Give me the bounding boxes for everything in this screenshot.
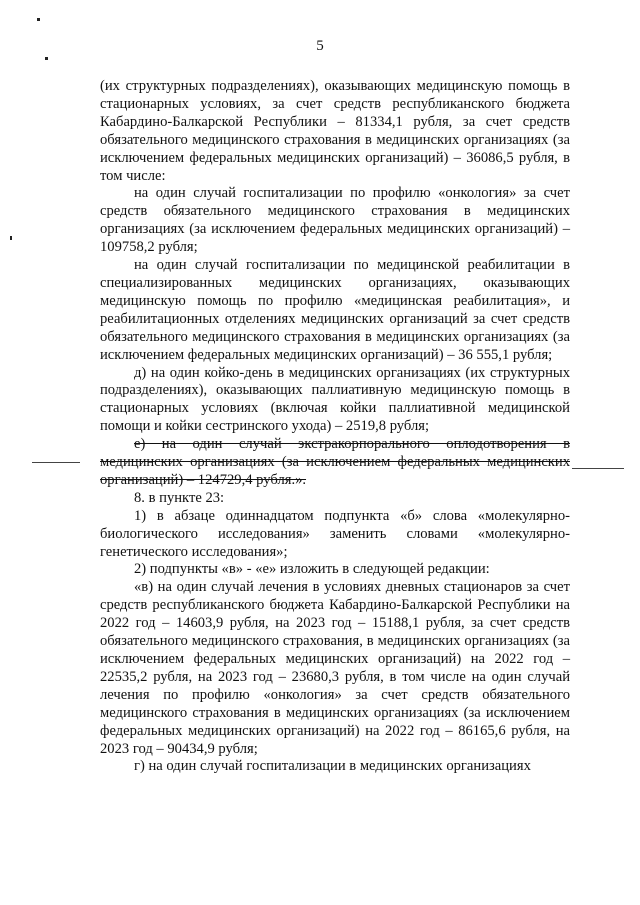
paragraph-ivf: е) на один случай экстракорпорального оплодотворения в медицинских организациях (за исключением федеральных медицинских организаций) – 124729,4 рубля.». — [100, 436, 570, 488]
paragraph-item-8: 8. в пункте 23: — [134, 489, 225, 506]
paragraph-rehabilitation: на один случай госпитализации по медицинской реабилитации в специализированных медицинских организациях, оказывающих медицинскую помощь по профилю «медицинская реабилитация», и реабилитационных отделениях медицинских организаций за счет средств обязательного медицинского страхования в медицинских организациях (за исключением федеральных медицинских организаций) – 36 555,1 рубля; — [100, 257, 570, 363]
paragraph-palliative: д) на один койко-день в медицинских организациях (их структурных подразделениях), оказывающих паллиативную медицинскую помощь в стационарных условиях (включая койки паллиативной медицинской помощи и койки сестринского ухода) – 2519,8 рубля; — [100, 364, 570, 435]
document-body — [100, 78, 570, 776]
page-number: 5 — [316, 38, 324, 54]
paragraph-day-hospital: «в) на один случай лечения в условиях дневных стационаров за счет средств республиканского бюджета Кабардино-Балкарской Республики на 2022 год – 14603,9 рубля, на 2023 год – 15188,1 рубля, за счет средств обязательного медицинского страхования, в медицинских организациях (за исключением федеральных медицинских организаций) на 2022 год – 22535,2 рубля, на 2023 год – 23680,3 рубля, в том числе на один случай лечения по профилю «онкология» за счет средств обязательного медицинского страхования в медицинских организациях (за исключением федеральных медицинских организаций) на 2022 год – 86165,6 рубля, на 2023 год – 90434,9 рубля; — [100, 579, 570, 757]
paragraph-oncology: на один случай госпитализации по профилю «онкология» за счет средств обязательного медицинского страхования в медицинских организациях (за исключением федеральных медицинских организаций) – 109758,2 рубля; — [100, 185, 570, 256]
paragraph-subitem-1: 1) в абзаце одиннадцатом подпункта «б» слова «молекулярно-биологического исследования» заменить словами «молекулярно-генетического исследования»; — [100, 507, 570, 560]
scan-mark-top-2 — [45, 57, 48, 60]
scan-line-left — [32, 462, 80, 463]
paragraph-hospitalization: г) на один случай госпитализации в медицинских организациях — [134, 758, 531, 775]
scan-mark-left — [10, 236, 12, 240]
paragraph-structural-units: (их структурных подразделениях), оказывающих медицинскую помощь в стационарных условиях, за счет средств республиканского бюджета Кабардино-Балкарской Республики – 81334,1 рубля, за счет средств обязательного медицинского страхования в медицинских организациях (за исключением федеральных медицинских организаций) – 36086,5 рубля, в том числе: — [100, 78, 570, 184]
paragraph-subitem-2: 2) подпункты «в» - «е» изложить в следующей редакции: — [134, 561, 490, 578]
scan-mark-top-1 — [37, 18, 40, 21]
scan-line-right — [572, 468, 624, 469]
